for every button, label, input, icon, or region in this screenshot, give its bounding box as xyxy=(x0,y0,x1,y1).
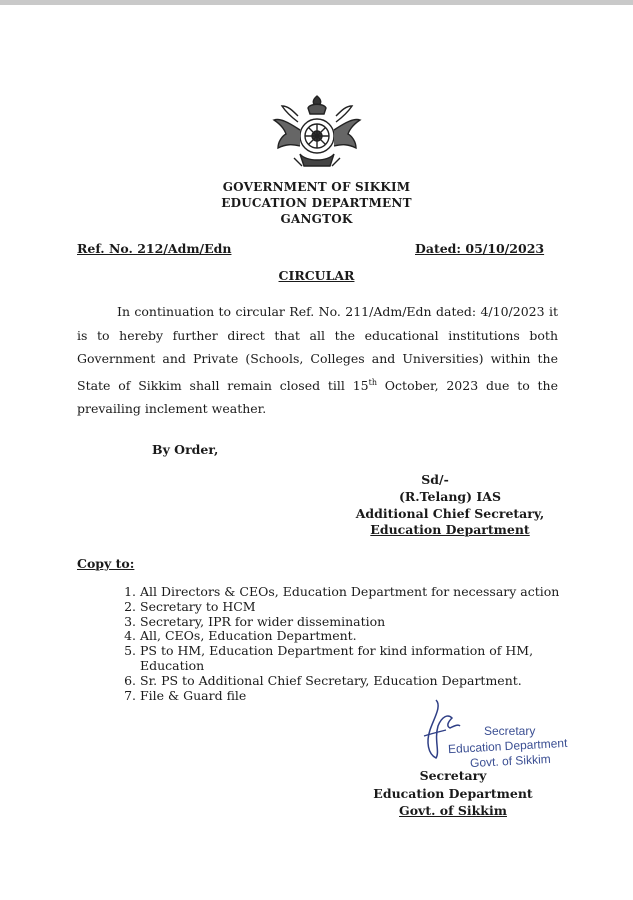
header-government: GOVERNMENT OF SIKKIM xyxy=(222,180,411,194)
top-border xyxy=(0,0,633,5)
closing-department: Education Department xyxy=(373,786,533,801)
closing-govt: Govt. of Sikkim xyxy=(399,803,507,818)
signatory-name: (R.Telang) IAS xyxy=(399,489,501,504)
body-text-end: October, 2023 due to the prevailing inclement weather. xyxy=(77,377,559,417)
body-text-main: In continuation to circular Ref. No. 211/Adm/Edn dated: 4/10/2023 it is to hereby further direct that all the educational institutions both Government and Private (Schools, Colleges and Universities) within the State of Sikkim shall remain closed till 15 xyxy=(77,304,558,393)
copy-to-list xyxy=(118,585,580,703)
reference-number: Ref. No. 212/Adm/Edn xyxy=(77,241,232,256)
by-order: By Order, xyxy=(152,442,219,457)
list-item: 6. Sr. PS to Additional Chief Secretary, Education Department. xyxy=(140,674,580,689)
signatory-department: Education Department xyxy=(370,522,530,537)
header-city: GANGTOK xyxy=(280,212,353,226)
signatory-designation: Additional Chief Secretary, xyxy=(355,506,545,521)
list-item: 4. All, CEOs, Education Department. xyxy=(140,629,580,644)
sikkim-state-emblem-icon xyxy=(270,92,364,170)
date: Dated: 05/10/2023 xyxy=(415,241,545,256)
header-department: EDUCATION DEPARTMENT xyxy=(221,196,412,210)
list-item: 3. Secretary, IPR for wider dissemination xyxy=(140,615,580,630)
closing-title: Secretary xyxy=(419,768,487,783)
list-item: 7. File & Guard file xyxy=(140,689,580,704)
body-text-superscript: th xyxy=(368,377,377,387)
stamp-line-2: Education Department xyxy=(447,735,568,757)
circular-body xyxy=(77,300,558,421)
list-item: 5. PS to HM, Education Department for kind information of HM, Education xyxy=(140,644,580,674)
copy-to-heading: Copy to: xyxy=(77,556,135,571)
signatory-sd: Sd/- xyxy=(421,472,449,487)
list-item: 2. Secretary to HCM xyxy=(140,600,580,615)
list-item: 1. All Directors & CEOs, Education Department for necessary action xyxy=(140,585,580,600)
stamp-line-1: Secretary xyxy=(484,724,536,738)
document-title: CIRCULAR xyxy=(278,268,355,283)
stamp-line-3: Govt. of Sikkim xyxy=(469,751,551,771)
official-stamp xyxy=(412,696,587,778)
